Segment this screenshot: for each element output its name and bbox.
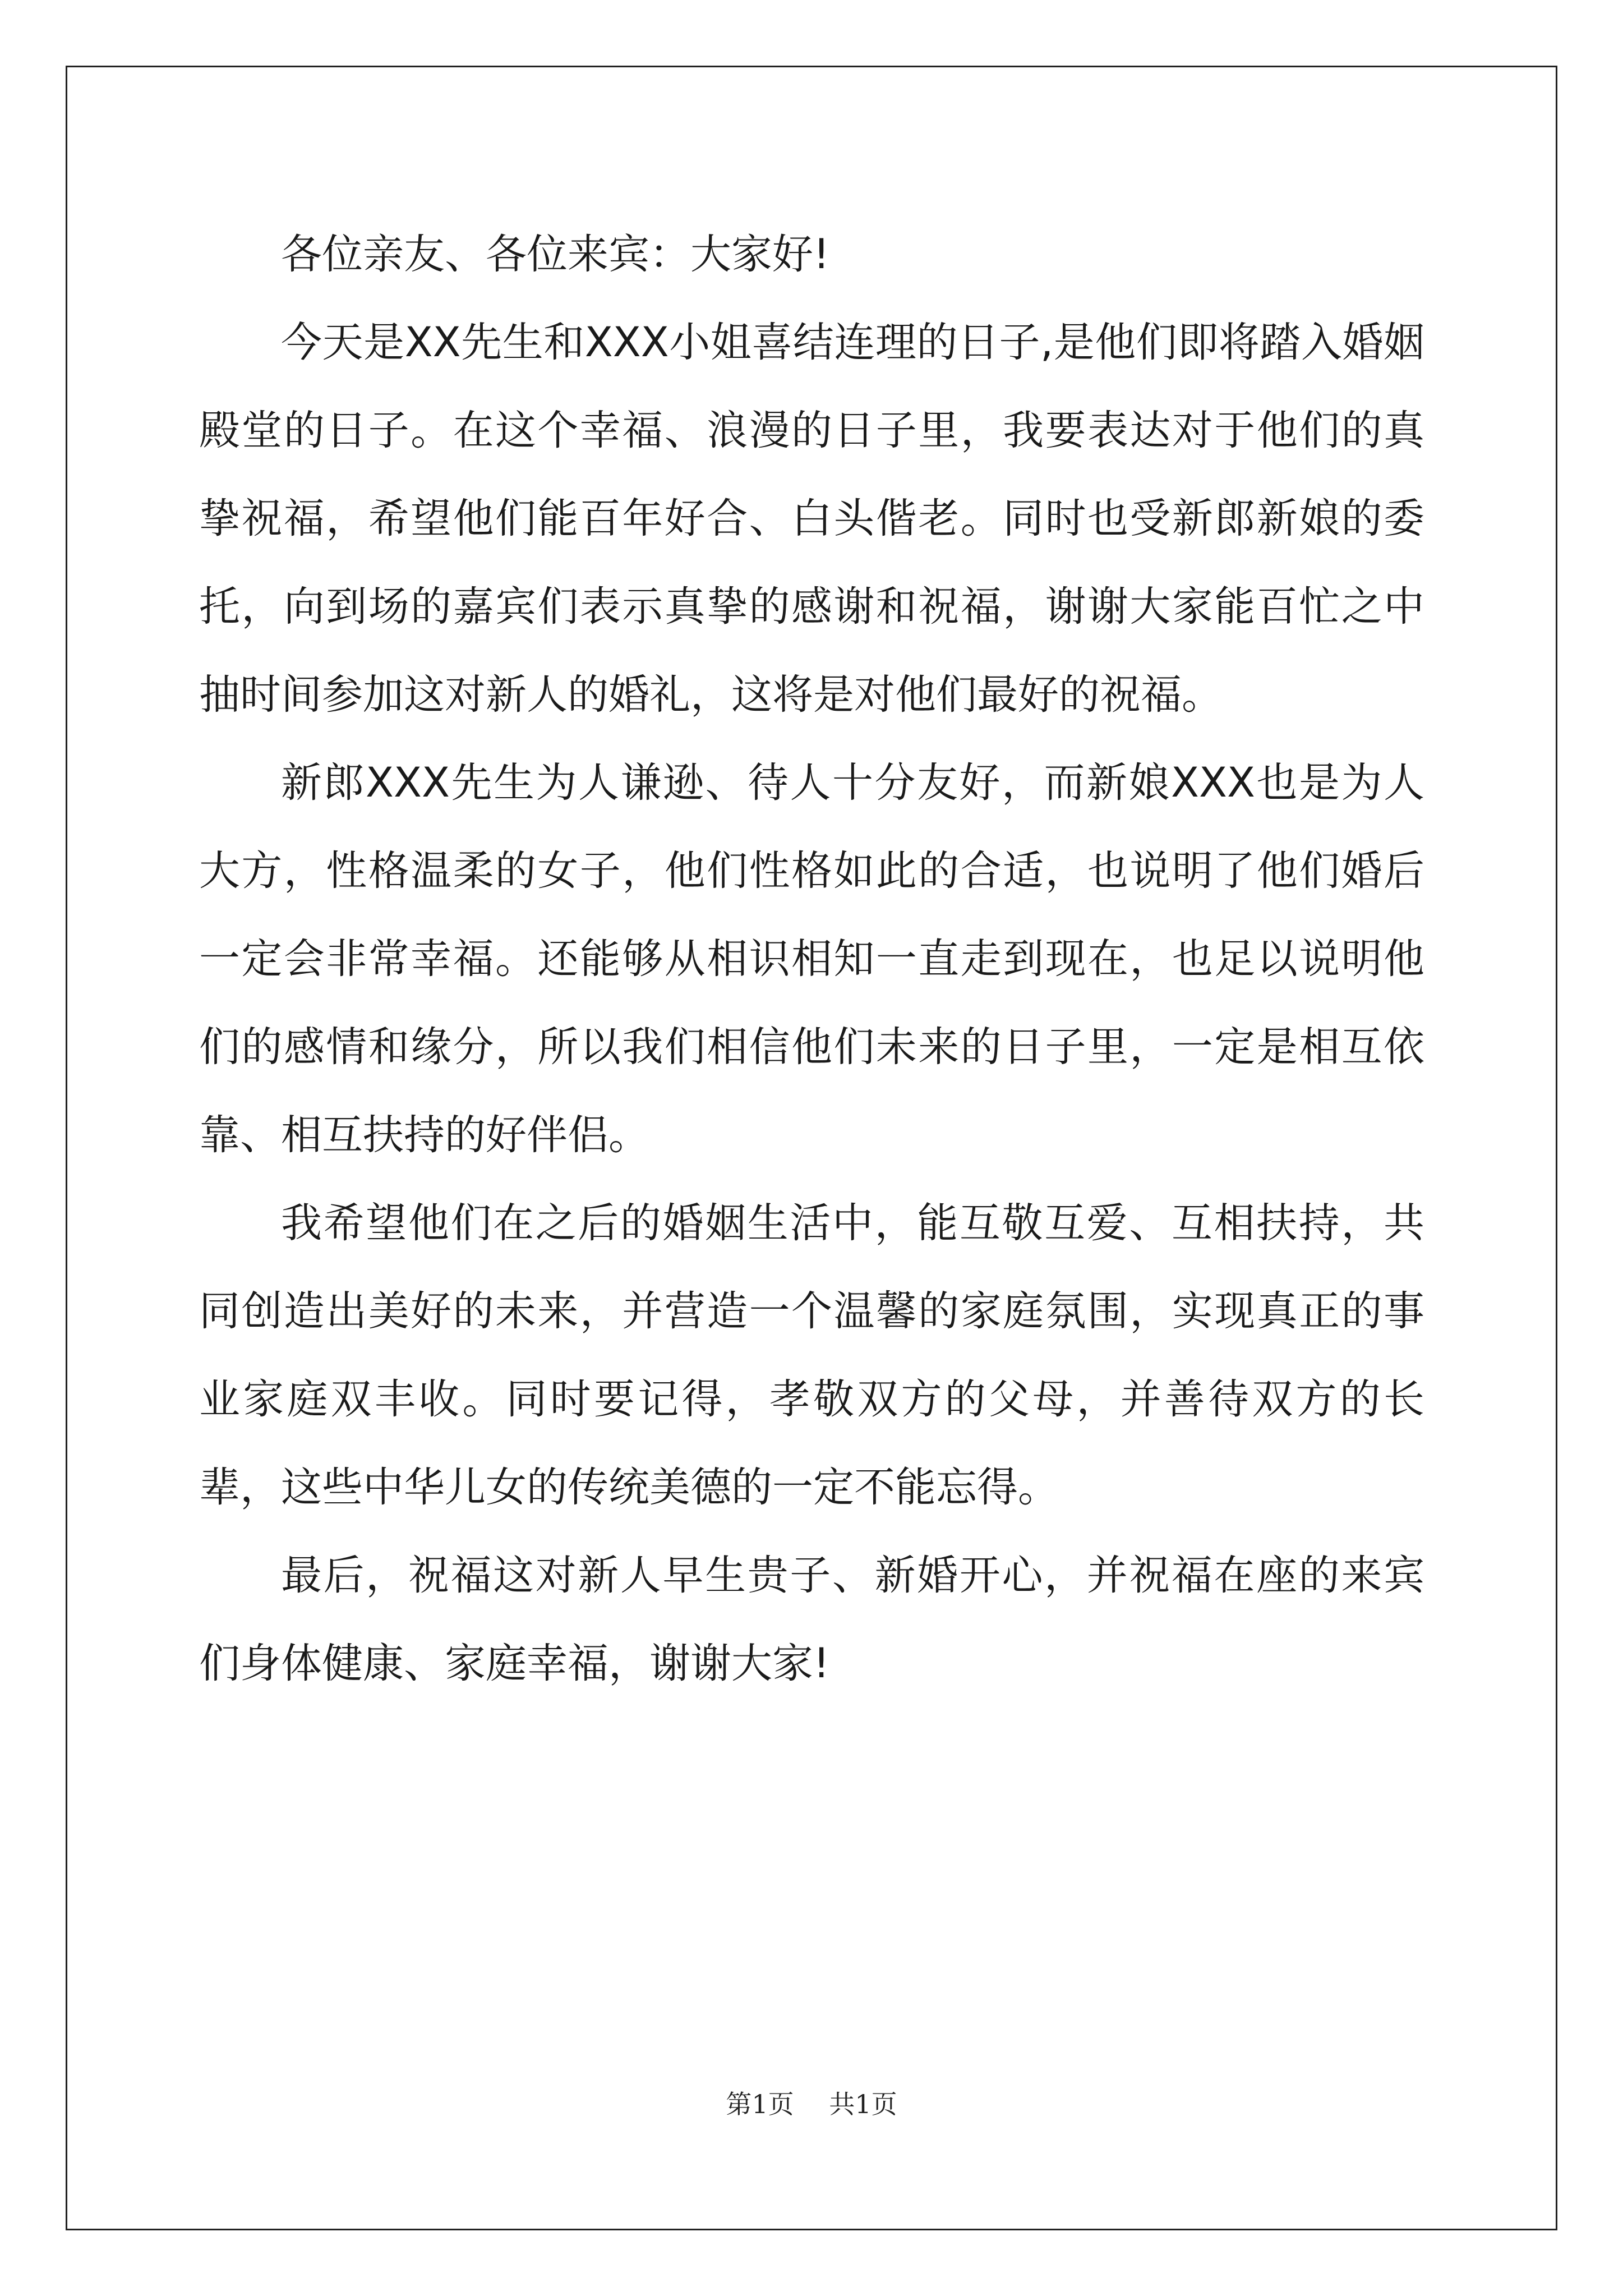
document-body	[199, 210, 1424, 1708]
paragraph-couple: 新郎XXX先生为人谦逊、待人十分友好，而新娘XXX也是为人大方，性格温柔的女子，他们性格如此的合适，也说明了他们婚后一定会非常幸福。还能够从相识相知一直走到现在，也足以说明他们的感情和缘分，所以我们相信他们未来的日子里，一定是相互依靠、相互扶持的好伴侣。	[199, 759, 1424, 1159]
paragraph-blessing: 今天是XX先生和XXX小姐喜结连理的日子,是他们即将踏入婚姻殿堂的日子。在这个幸福、浪漫的日子里，我要表达对于他们的真挚祝福，希望他们能百年好合、白头偕老。同时也受新郎新娘的委托，向到场的嘉宾们表示真挚的感谢和祝福，谢谢大家能百忙之中抽时间参加这对新人的婚礼，这将是对他们最好的祝福。	[199, 319, 1424, 719]
page-number-total: 共1页	[829, 2089, 897, 2119]
page-footer	[0, 2084, 1623, 2121]
page-number-current: 第1页	[726, 2089, 794, 2119]
paragraph-wishes: 我希望他们在之后的婚姻生活中，能互敬互爱、互相扶持，共同创造出美好的未来，并营造一个温馨的家庭氛围，实现真正的事业家庭双丰收。同时要记得，孝敬双方的父母，并善待双方的长辈，这些中华儿女的传统美德的一定不能忘得。	[199, 1199, 1424, 1511]
paragraph-greeting: 各位亲友、各位来宾：大家好!	[281, 231, 830, 278]
paragraph-closing: 最后，祝福这对新人早生贵子、新婚开心，并祝福在座的来宾们身体健康、家庭幸福，谢谢大家!	[199, 1552, 1424, 1687]
